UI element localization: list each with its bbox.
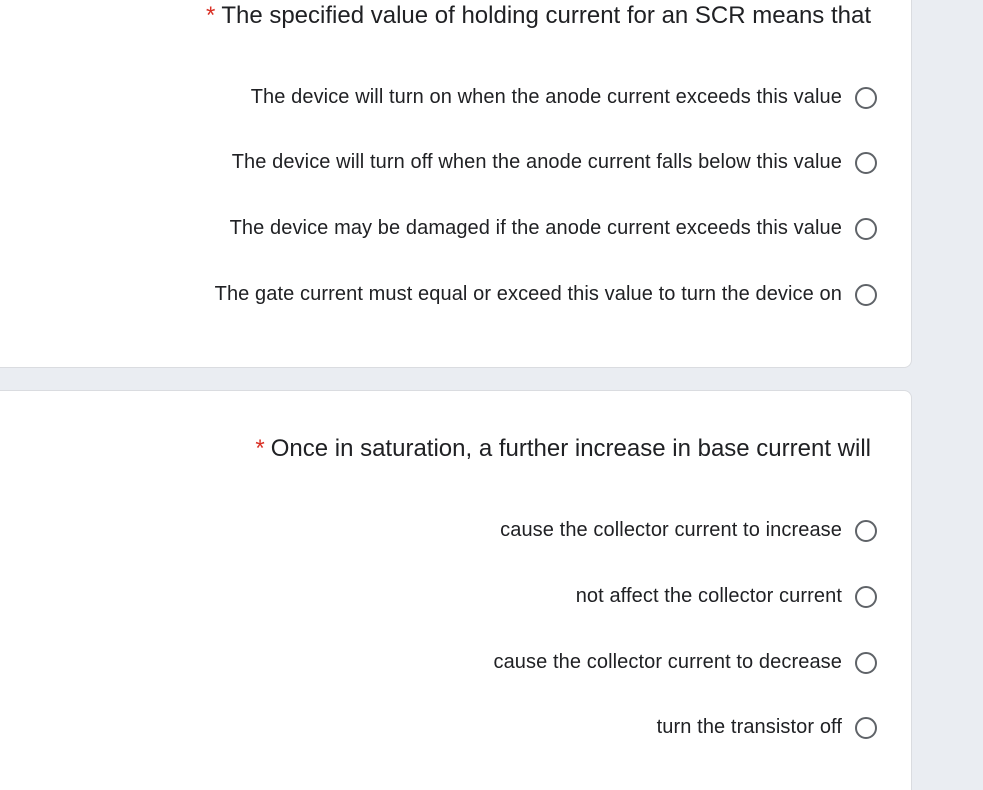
option-label: cause the collector current to decrease [493,651,842,673]
required-asterisk: * [255,435,265,462]
question-text: Once in saturation, a further increase in base current will [270,435,871,462]
option-label: cause the collector current to increase [500,519,842,541]
radio-unchecked-icon[interactable] [855,152,877,174]
option-label: The device may be damaged if the anode current exceeds this value [229,217,842,239]
radio-option[interactable] [230,217,877,240]
radio-option[interactable] [493,651,877,674]
option-label: turn the transistor off [656,716,842,738]
question-title [206,2,871,30]
radio-option[interactable] [232,151,877,174]
option-label: not affect the collector current [575,585,842,607]
radio-option[interactable] [500,519,877,542]
required-asterisk: * [205,2,216,29]
radio-unchecked-icon[interactable] [855,652,877,674]
radio-unchecked-icon[interactable] [855,717,877,739]
card-gap [0,368,912,390]
question-text: The specified value of holding current for an SCR means that [221,2,871,29]
radio-option[interactable] [576,585,877,608]
radio-unchecked-icon[interactable] [855,586,877,608]
option-label: The gate current must equal or exceed this value to turn the device on [214,283,842,305]
radio-option[interactable] [215,283,877,306]
option-label: The device will turn off when the anode current falls below this value [231,151,842,173]
question-title [255,435,871,463]
option-label: The device will turn on when the anode current exceeds this value [250,86,842,108]
radio-unchecked-icon[interactable] [855,218,877,240]
radio-option[interactable] [657,716,877,739]
radio-option[interactable] [251,86,877,109]
radio-unchecked-icon[interactable] [855,520,877,542]
question-card-1 [0,0,912,368]
radio-unchecked-icon[interactable] [855,284,877,306]
radio-unchecked-icon[interactable] [855,87,877,109]
